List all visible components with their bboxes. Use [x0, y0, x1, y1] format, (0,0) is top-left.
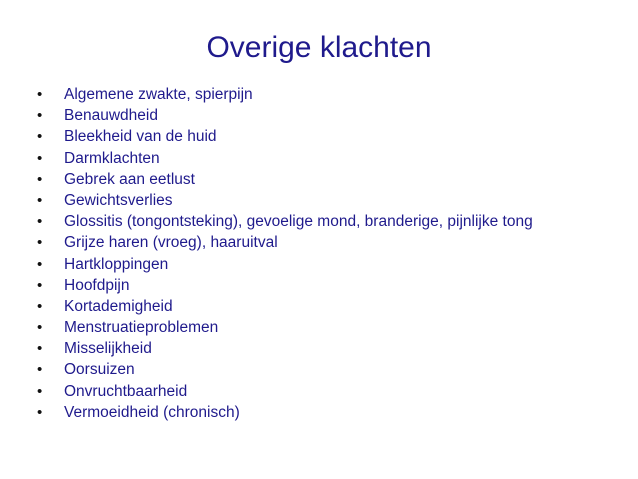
bullet-icon: •	[37, 170, 43, 188]
list-item-text: Gewichtsverlies	[64, 191, 173, 209]
bullet-icon: •	[37, 213, 43, 231]
list-item-text: Algemene zwakte, spierpijn	[64, 86, 253, 103]
list-item-text: Bleekheid van de huid	[64, 128, 217, 146]
list-item-text: Glossitis (tongontsteking), gevoelige mond, branderige, pijnlijke tong	[64, 213, 533, 231]
list-item-text: Benauwdheid	[64, 107, 158, 125]
slide-title: Overige klachten	[206, 31, 432, 64]
list-item-text: Grijze haren (vroeg), haaruitval	[64, 234, 278, 252]
bullet-icon: •	[37, 86, 43, 103]
bullet-icon: •	[37, 340, 43, 358]
list-item-text: Oorsuizen	[64, 361, 135, 379]
list-item-text: Menstruatieproblemen	[64, 319, 219, 337]
bullet-icon: •	[37, 361, 43, 379]
bullet-icon: •	[37, 149, 43, 167]
bullet-icon: •	[37, 234, 43, 252]
list-item-text: Darmklachten	[64, 149, 160, 167]
bullet-icon: •	[37, 297, 43, 315]
bullet-icon: •	[37, 403, 43, 421]
bullet-icon: •	[37, 255, 43, 273]
bullet-icon: •	[37, 319, 43, 337]
list-item-text: Vermoeidheid (chronisch)	[64, 403, 240, 421]
bullet-icon: •	[37, 107, 43, 125]
bullet-icon: •	[37, 276, 43, 294]
list-item-text: Hoofdpijn	[64, 276, 130, 294]
list-item-text: Kortademigheid	[64, 297, 173, 315]
list-item-text: Onvruchtbaarheid	[64, 382, 188, 400]
list-item-text: Gebrek aan eetlust	[64, 170, 195, 188]
bullet-icon: •	[37, 128, 43, 146]
list-item-text: Misselijkheid	[64, 340, 152, 358]
bullet-icon: •	[37, 191, 43, 209]
bullet-icon: •	[37, 382, 43, 400]
list-item-text: Hartkloppingen	[64, 255, 169, 273]
